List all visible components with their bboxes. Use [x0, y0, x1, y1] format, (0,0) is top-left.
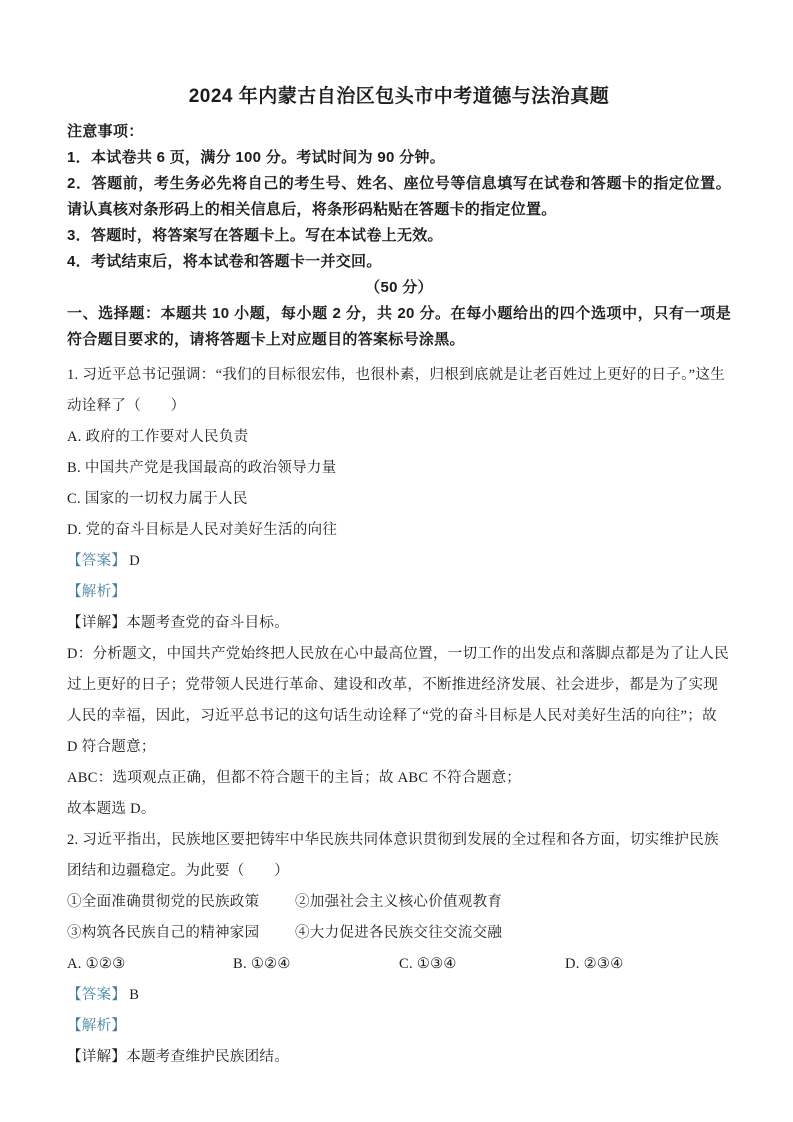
question-1-answer-value: D	[129, 553, 140, 569]
question-2-analysis-line	[67, 1011, 731, 1042]
question-1-analysis-paragraph: 故本题选 D。	[67, 801, 156, 817]
question-1-option-b: B. 中国共产党是我国最高的政治领导力量	[67, 460, 337, 476]
question-2-numbered-row	[67, 887, 731, 918]
analysis-label: 【解析】	[67, 1018, 127, 1034]
answer-label: 【答案】	[67, 553, 127, 569]
notice-item-1: 1．本试卷共 6 页，满分 100 分。考试时间为 90 分钟。	[67, 149, 446, 166]
question-1-analysis-line	[67, 577, 731, 608]
question-2-choice-d: D. ②③④	[565, 956, 624, 972]
question-1-detail-line	[67, 608, 731, 639]
question-2-choices-row	[67, 949, 731, 980]
question-1-analysis-paragraph: D：分析题文，中国共产党始终把人民放在心中最高位置，一切工作的出发点和落脚点都是为了让人民过上更好的日子；党带领人民进行革命、建设和改革，不断推进经济发展、社会进步，都是为了实现人民的幸福，因此，习近平总书记的这句话生动诠释了“党的奋斗目标是人民对美好生活的向往”；故 D 符合题意；	[67, 646, 729, 755]
notice-item-2: 2．答题前，考生务必先将自己的考生号、姓名、座位号等信息填写在试卷和答题卡的指定位置。请认真核对条形码上的相关信息后，将条形码粘贴在答题卡的指定位置。	[67, 175, 731, 218]
notice-section	[67, 119, 731, 275]
question-2-detail-intro: 本题考查维护民族团结。	[126, 1049, 290, 1065]
page-title: 2024 年内蒙古自治区包头市中考道德与法治真题	[188, 86, 610, 107]
numbered-item-4: ④大力促进各民族交往交流交融	[295, 925, 503, 941]
question-1-option-a: A. 政府的工作要对人民负责	[67, 429, 249, 445]
question-1-stem: 1. 习近平总书记强调：“我们的目标很宏伟，也很朴素，归根到底就是让老百姓过上更好的日子。”这生动诠释了（ ）	[67, 367, 726, 414]
question-2-answer-line	[67, 980, 731, 1011]
question-2-answer-value: B	[129, 987, 140, 1003]
question-1-analysis-paragraph: ABC：选项观点正确，但都不符合题干的主旨；故 ABC 不符合题意；	[67, 770, 522, 786]
numbered-item-3: ③构筑各民族自己的精神家园	[67, 925, 260, 941]
question-1-answer-line	[67, 546, 731, 577]
question-1-option-c: C. 国家的一切权力属于人民	[67, 491, 248, 507]
score-note: （50 分）	[365, 279, 433, 296]
questions-area	[67, 360, 731, 1073]
notice-item-4: 4．考试结束后，将本试卷和答题卡一并交回。	[67, 253, 382, 270]
question-2-numbered-row	[67, 918, 731, 949]
section-header: 一、选择题：本题共 10 小题，每小题 2 分，共 20 分。在每小题给出的四个选项中，只有一项是符合题目要求的，请将答题卡上对应题目的答案标号涂黑。	[67, 305, 731, 348]
question-2-detail-line	[67, 1042, 731, 1073]
notice-heading: 注意事项：	[67, 123, 144, 140]
question-2-choice-c: C. ①③④	[399, 956, 457, 972]
question-1-detail-intro: 本题考查党的奋斗目标。	[126, 615, 290, 631]
analysis-label: 【解析】	[67, 584, 127, 600]
answer-label: 【答案】	[67, 987, 127, 1003]
numbered-item-1: ①全面准确贯彻党的民族政策	[67, 894, 260, 910]
question-2-choice-a: A. ①②③	[67, 956, 126, 972]
detail-label: 【详解】	[67, 615, 127, 631]
detail-label: 【详解】	[67, 1049, 127, 1065]
question-1-option-d: D. 党的奋斗目标是人民对美好生活的向往	[67, 522, 338, 538]
numbered-item-2: ②加强社会主义核心价值观教育	[295, 894, 503, 910]
question-2-stem: 2. 习近平指出，民族地区要把铸牢中华民族共同体意识贯彻到发展的全过程和各方面，切实维护民族团结和边疆稳定。为此要（ ）	[67, 832, 719, 879]
question-2-choice-b: B. ①②④	[233, 956, 291, 972]
notice-item-3: 3．答题时，将答案写在答题卡上。写在本试卷上无效。	[67, 227, 443, 244]
